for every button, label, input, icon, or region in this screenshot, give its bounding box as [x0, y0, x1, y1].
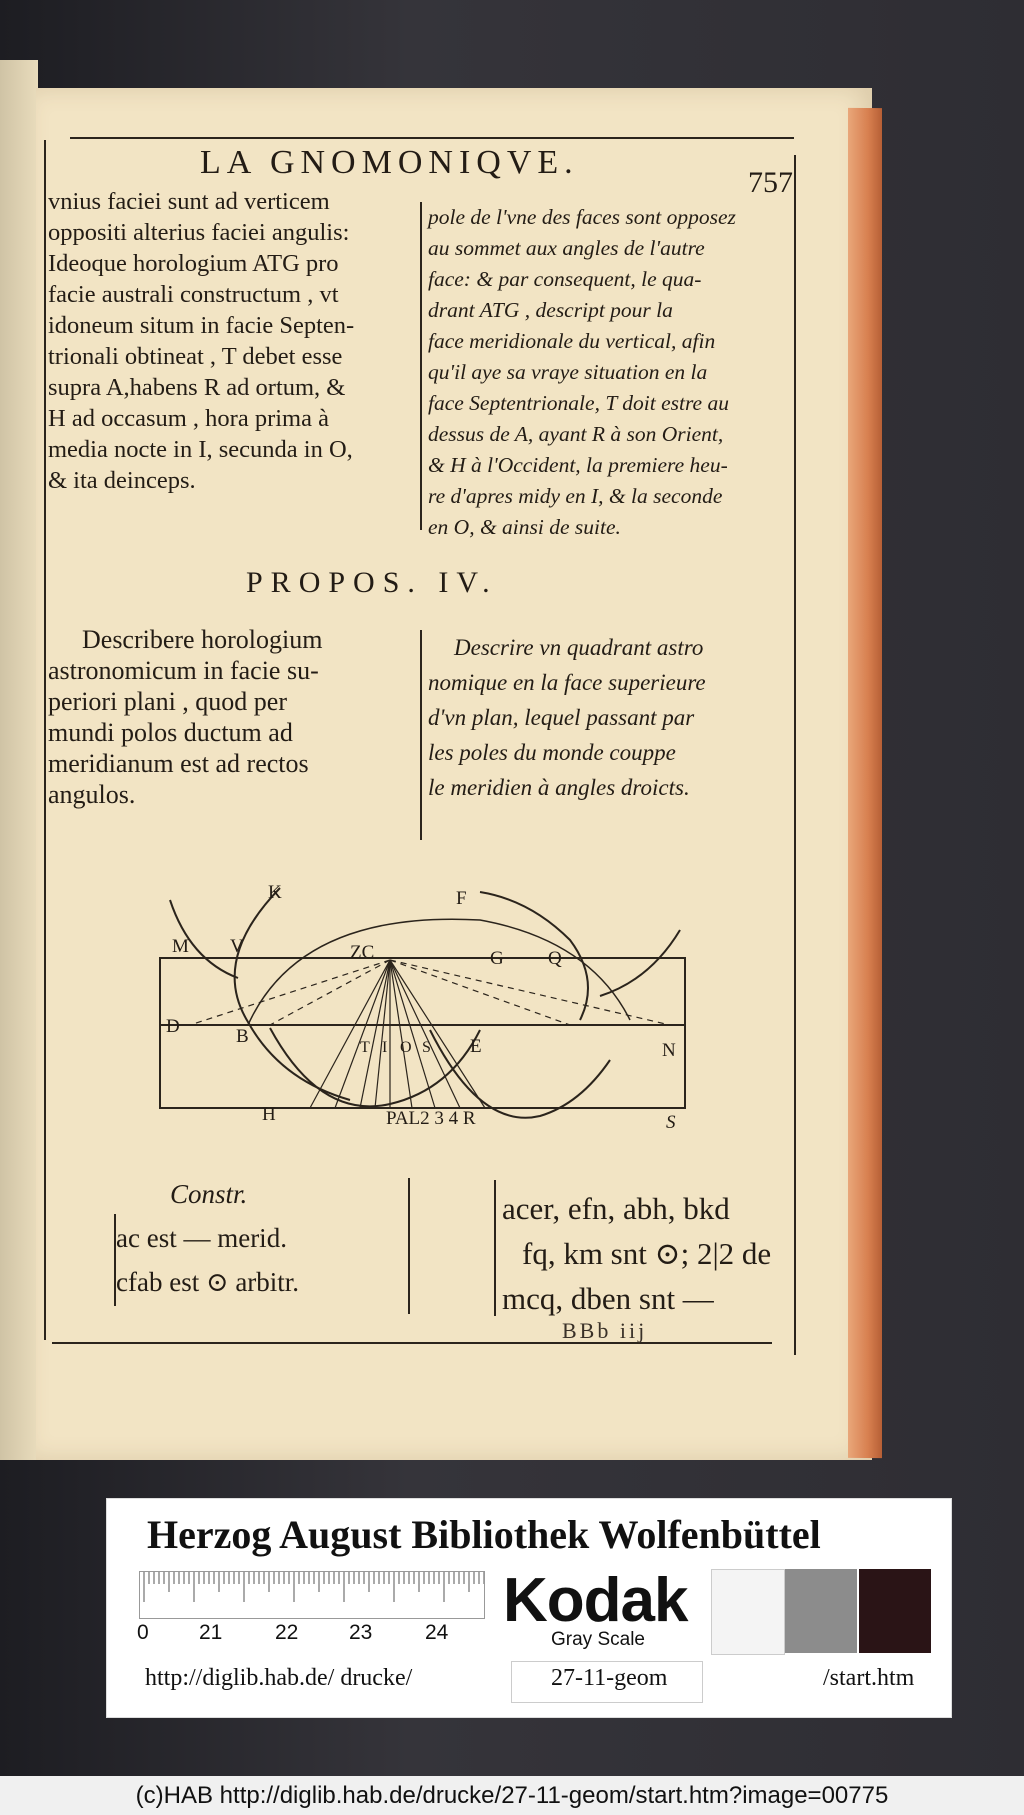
text-line: Describere horologium [82, 625, 323, 654]
text-line: ac est — merid. [116, 1223, 287, 1253]
latin-column-top [48, 186, 418, 496]
signature-mark: BBb iij [562, 1318, 648, 1343]
text-line: au sommet aux angles de l'autre [428, 236, 705, 260]
bracket-right [494, 1180, 496, 1316]
label-G: G [490, 948, 504, 969]
url-left: http://diglib.hab.de/ drucke/ [145, 1665, 413, 1691]
bracket-middle [408, 1178, 410, 1314]
proposition-heading: PROPOS. IV. [246, 566, 498, 599]
text-line: face: & par consequent, le qua- [428, 267, 702, 291]
frame-left-rule [44, 140, 46, 1340]
french-column-top [428, 202, 798, 543]
text-line: re d'apres midy en I, & la seconde [428, 484, 723, 508]
upper-sweep-arc [248, 919, 630, 1025]
page-fore-edge [848, 108, 882, 1458]
color-calibration-card [106, 1498, 952, 1718]
right-small-arc [600, 930, 680, 996]
label-O: O [400, 1039, 412, 1056]
label-S: S [422, 1039, 431, 1056]
kodak-logo: Kodak [503, 1566, 688, 1635]
ruler-number: 22 [275, 1621, 299, 1644]
lower-arc-right [430, 1030, 610, 1118]
facing-page-edge [0, 60, 38, 1460]
text-line: fq, km snt ⊙; 2|2 de [522, 1236, 772, 1271]
text-line: trionali obtineat , T debet esse [48, 343, 343, 370]
frame-bottom-rule [52, 1342, 772, 1344]
label-N: N [662, 1040, 676, 1061]
text-line: les poles du monde couppe [428, 740, 676, 765]
sundial-diagram [150, 880, 700, 1140]
text-line: astronomicum in facie su- [48, 656, 319, 685]
text-line: qu'il aye sa vraye situation en la [428, 360, 708, 384]
text-line: le meridien à angles droicts. [428, 775, 690, 800]
text-line: Descrire vn quadrant astro [454, 635, 704, 660]
text-line: nomique en la face superieure [428, 670, 706, 695]
gray-swatch-dark [859, 1569, 931, 1653]
text-line: Ideoque horologium ATG pro [48, 250, 339, 277]
text-line: mundi polos ductum ad [48, 718, 293, 747]
gray-swatch-mid [785, 1569, 857, 1653]
text-line: meridianum est ad rectos [48, 749, 309, 778]
left-arc [235, 888, 350, 1100]
text-line: angulos. [48, 780, 136, 809]
label-E: E [470, 1036, 482, 1057]
label-bottom: PAL2 3 4 R [386, 1108, 476, 1129]
text-line: face Septentrionale, T doit estre au [428, 391, 729, 415]
label-K: K [268, 882, 282, 903]
label-Q: Q [548, 948, 562, 969]
french-proposition [428, 630, 798, 805]
text-line: en O, & ainsi de suite. [428, 515, 621, 539]
construction-notes-right [502, 1186, 771, 1321]
ruler-number: 24 [425, 1621, 449, 1644]
ruler-number: 21 [199, 1621, 223, 1644]
label-D: D [166, 1016, 180, 1037]
column-separator [420, 630, 422, 840]
ruler-number: 23 [349, 1621, 373, 1644]
label-F: F [456, 888, 467, 909]
gray-swatch-white [711, 1569, 785, 1655]
label-s: S [666, 1112, 676, 1133]
label-ZC: ZC [350, 942, 375, 963]
ruler-number: 0 [137, 1621, 149, 1644]
page-number: 757 [748, 166, 793, 199]
label-I: I [382, 1039, 388, 1056]
construction-notes-left [116, 1172, 299, 1304]
running-head: LA GNOMONIQVE. [200, 144, 579, 181]
ruler-scale [139, 1571, 485, 1619]
bracket-left [114, 1214, 116, 1306]
text-line: face meridionale du vertical, afin [428, 329, 716, 353]
text-line: dessus de A, ayant R à son Orient, [428, 422, 724, 446]
text-line: pole de l'vne des faces sont opposez [428, 205, 736, 229]
text-line: d'vn plan, lequel passant par [428, 705, 695, 730]
library-title: Herzog August Bibliothek Wolfenbüttel [147, 1512, 821, 1557]
text-line: vnius faciei sunt ad verticem [48, 188, 330, 215]
text-line: media nocte in I, secunda in O, [48, 436, 353, 463]
column-separator [420, 202, 422, 530]
text-line: acer, efn, abh, bkd [502, 1191, 730, 1226]
text-line: Constr. [170, 1179, 248, 1209]
lower-arc-left [270, 1028, 480, 1106]
text-line: periori plani , quod per [48, 687, 287, 716]
label-M: M [172, 936, 189, 957]
text-line: mcq, dben snt — [502, 1281, 714, 1316]
text-line: facie australi constructum , vt [48, 281, 339, 308]
text-line: & H à l'Occident, la premiere heu- [428, 453, 728, 477]
text-line: drant ATG , descript pour la [428, 298, 673, 322]
text-line: idoneum situm in facie Septen- [48, 312, 355, 339]
call-number: 27-11-geom [551, 1665, 668, 1691]
footer-caption: (c)HAB http://diglib.hab.de/drucke/27-11-geom/start.htm?image=00775 [0, 1776, 1024, 1815]
text-line: & ita deinceps. [48, 467, 196, 494]
label-T: T [360, 1039, 370, 1056]
label-V: V [230, 936, 244, 957]
label-H: H [262, 1104, 276, 1125]
frame-top-rule [70, 137, 794, 139]
url-right: /start.htm [823, 1665, 915, 1691]
text-line: supra A,habens R ad ortum, & [48, 374, 346, 401]
text-line: cfab est ⊙ arbitr. [116, 1267, 300, 1297]
label-B: B [236, 1026, 249, 1047]
gray-scale-label: Gray Scale [551, 1629, 645, 1650]
latin-proposition [48, 624, 418, 810]
text-line: oppositi alterius faciei angulis: [48, 219, 350, 246]
text-line: H ad occasum , hora prima à [48, 405, 329, 432]
